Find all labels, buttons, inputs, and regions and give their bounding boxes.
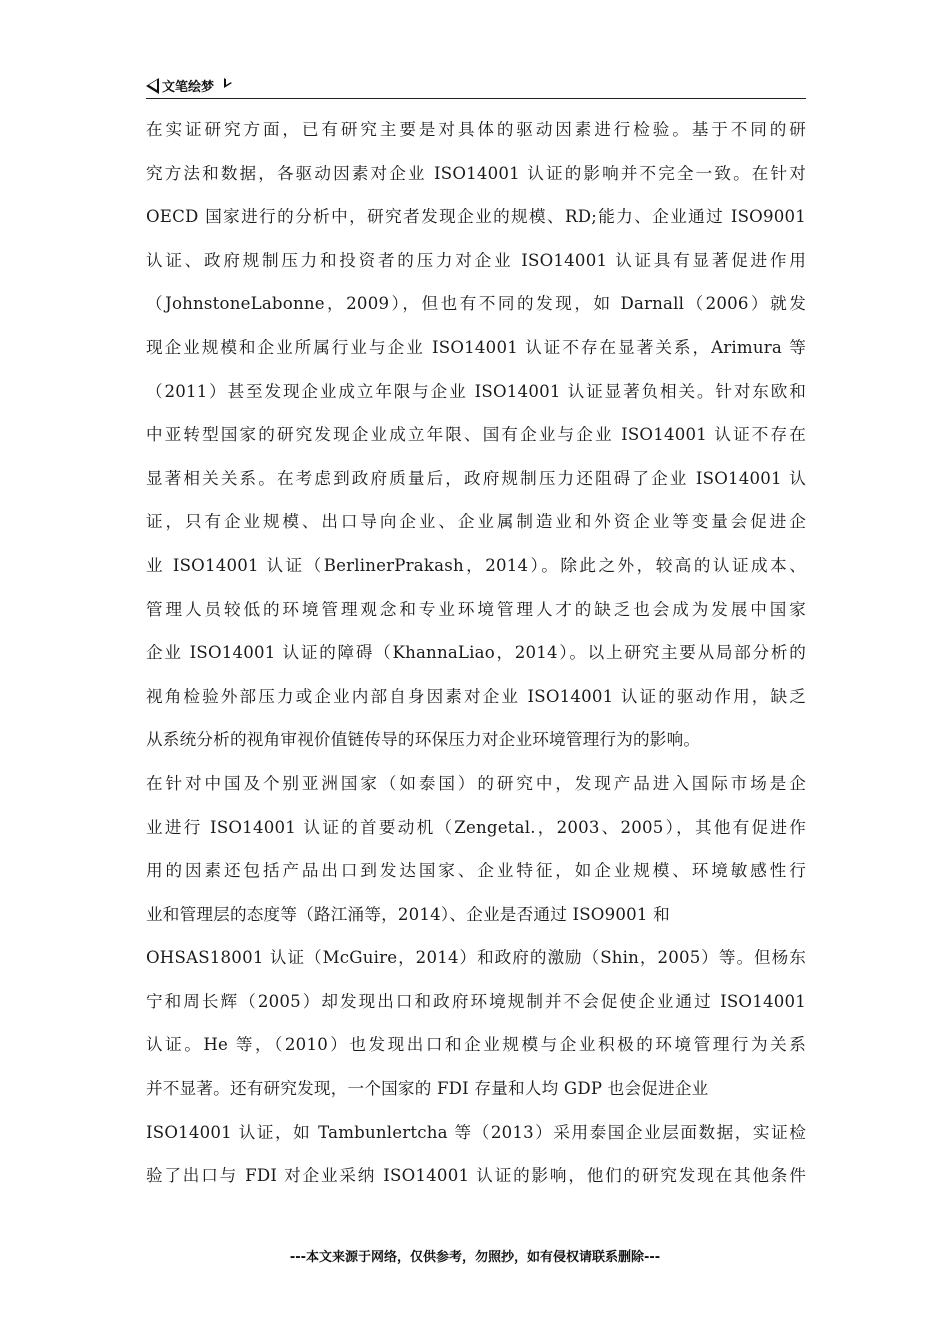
text-line: 验了出口与 FDI 对企业采纳 ISO14001 认证的影响，他们的研究发现在其他条件	[146, 1166, 806, 1186]
text-line: 视角检验外部压力或企业内部自身因素对企业 ISO14001 认证的驱动作用，缺乏	[146, 686, 806, 706]
page-header	[146, 74, 806, 99]
text-line: （2011）甚至发现企业成立年限与企业 ISO14001 认证显著负相关。针对东欧和	[146, 381, 806, 401]
text-line: 现企业规模和企业所属行业与企业 ISO14001 认证不存在显著关系，Arimura 等	[146, 337, 806, 357]
text-line: ISO14001 认证，如 Tambunlertcha 等（2013）采用泰国企业层面数据，实证检	[146, 1122, 806, 1142]
text-line: 在实证研究方面，已有研究主要是对具体的驱动因素进行检验。基于不同的研	[146, 120, 806, 139]
text-line: （JohnstoneLabonne，2009），但也有不同的发现，如 Darnall（2006）就发	[146, 294, 806, 314]
text-line: 用的因素还包括产品出口到发达国家、企业特征，如企业规模、环境敏感性行	[146, 861, 806, 881]
text-line: 并不显著。还有研究发现，一个国家的 FDI 存量和人均 GDP 也会促进企业	[146, 1079, 709, 1099]
text-line: 中亚转型国家的研究发现企业成立年限、国有企业与企业 ISO14001 认证不存在	[146, 425, 806, 445]
header-logo	[146, 76, 232, 95]
header-logo-text: 文笔绘梦	[162, 80, 215, 95]
text-line: 业 ISO14001 认证（BerlinerPrakash，2014）。除此之外，较高的认证成本、	[146, 555, 806, 575]
text-line: 业和管理层的态度等（路江涌等，2014）、企业是否通过 ISO9001 和	[146, 904, 670, 924]
text-line: 证，只有企业规模、出口导向企业、企业属制造业和外资企业等变量会促进企	[146, 512, 806, 532]
body-text	[146, 108, 806, 1198]
triangle-left-icon	[146, 78, 159, 94]
text-line: OECD 国家进行的分析中，研究者发现企业的规模、RD;能力、企业通过 ISO9001	[146, 207, 806, 227]
text-line: 从系统分析的视角审视价值链传导的环保压力对企业环境管理行为的影响。	[146, 730, 701, 750]
text-line: 认证。He 等，（2010）也发现出口和企业规模与企业积极的环境管理行为关系	[146, 1035, 806, 1055]
triangle-right-icon	[224, 78, 232, 88]
text-line: OHSAS18001 认证（McGuire，2014）和政府的激励（Shin，2005）等。但杨东	[146, 948, 806, 968]
text-line: 业进行 ISO14001 认证的首要动机（Zengetal.，2003、2005），其他有促进作	[146, 817, 806, 837]
text-line: 企业 ISO14001 认证的障碍（KhannaLiao，2014）。以上研究主要从局部分析的	[146, 643, 806, 663]
page-footer: ---本文来源于网络，仅供参考，勿照抄，如有侵权请联系删除---	[289, 1250, 661, 1265]
text-line: 究方法和数据，各驱动因素对企业 ISO14001 认证的影响并不完全一致。在针对	[146, 163, 806, 183]
text-line: 显著相关关系。在考虑到政府质量后，政府规制压力还阻碍了企业 ISO14001 认	[146, 468, 806, 488]
text-line: 管理人员较低的环境管理观念和专业环境管理人才的缺乏也会成为发展中国家	[146, 599, 806, 619]
text-line: 认证、政府规制压力和投资者的压力对企业 ISO14001 认证具有显著促进作用	[146, 250, 806, 270]
text-line: 在针对中国及个别亚洲国家（如泰国）的研究中，发现产品进入国际市场是企	[146, 773, 806, 793]
text-line: 宁和周长辉（2005）却发现出口和政府环境规制并不会促使企业通过 ISO14001	[146, 991, 806, 1011]
